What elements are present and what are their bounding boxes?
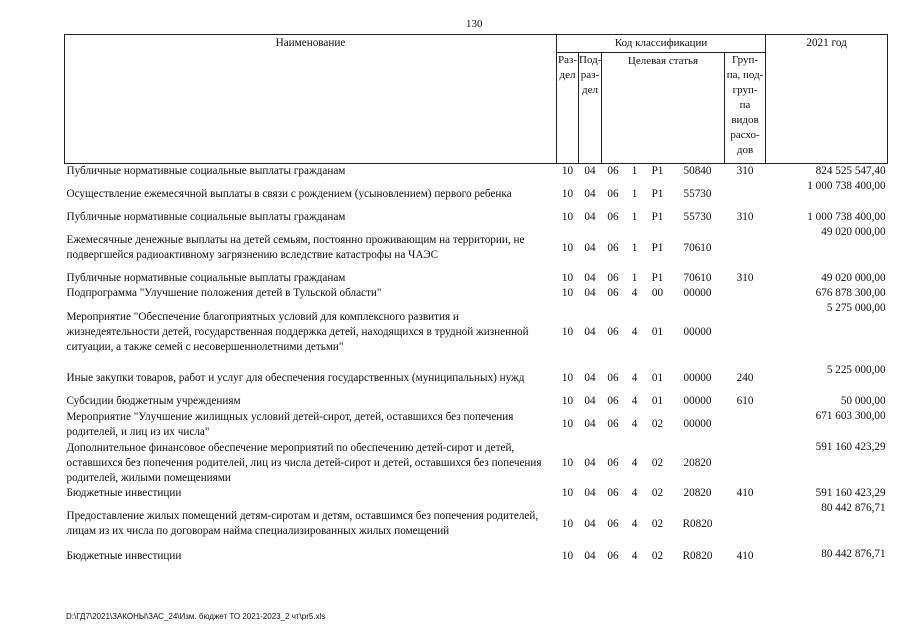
row-razdel: 10 [561, 165, 574, 177]
row-target-event: 01 [651, 372, 664, 384]
row-expense-type: 410 [736, 487, 754, 499]
table-row [65, 271, 888, 286]
row-target-program: 06 [607, 418, 619, 430]
row-amount: 671 603 300,00 [815, 410, 886, 422]
row-amount: 824 525 547,40 [815, 165, 886, 177]
row-target-event: 02 [651, 549, 664, 562]
table-row [65, 164, 888, 180]
table-body [65, 164, 888, 566]
row-razdel: 10 [561, 211, 574, 223]
row-name: Предоставление жилых помещений детям-сиротам и детям, оставшимся без попечения родителей, лицам из их числа по договорам найма специализированных жилых помещений [66, 510, 539, 537]
row-podrazdel: 04 [584, 325, 596, 338]
table-row [65, 501, 888, 547]
row-name: Осуществление ежемесячной выплаты в связи с рождением (усыновлением) первого ребенка [66, 188, 512, 200]
row-podrazdel: 04 [584, 549, 596, 562]
row-target-direction: 00000 [683, 287, 712, 299]
table-row [65, 286, 888, 301]
row-podrazdel: 04 [584, 188, 596, 200]
row-target-subprogram: 1 [631, 272, 638, 284]
row-target-direction: R0820 [682, 549, 713, 562]
row-target-subprogram: 4 [631, 418, 638, 430]
header-expense-group: Груп- па, под- груп- па видов расхо- дов [725, 53, 766, 164]
table-row [65, 210, 888, 225]
row-podrazdel: 04 [584, 272, 596, 284]
row-target-subprogram: 4 [631, 549, 638, 562]
row-razdel: 10 [561, 418, 574, 430]
row-target-program: 06 [607, 517, 619, 530]
row-target-program: 06 [607, 165, 619, 177]
row-target-direction: 00000 [683, 418, 712, 430]
row-target-program: 06 [607, 487, 619, 499]
row-name: Ежемесячные денежные выплаты на детей семьям, постоянно проживающим на территории, не подвергшейся радиоактивному загрязнению вследствие катастрофы на ЧАЭС [66, 234, 525, 261]
header-code-group: Код классификации [557, 35, 766, 53]
row-name: Публичные нормативные социальные выплаты гражданам [66, 165, 346, 177]
page-number: 130 [466, 18, 483, 30]
row-target-subprogram: 1 [631, 188, 638, 200]
table-row [65, 225, 888, 271]
row-expense-type [725, 501, 766, 547]
row-razdel: 10 [561, 517, 574, 530]
row-target-event: 02 [651, 456, 664, 469]
row-target-event: 02 [651, 517, 664, 530]
row-name: Подпрограмма "Улучшение положения детей в Тульской области" [66, 287, 382, 299]
row-expense-type: 310 [736, 211, 754, 223]
table-row [65, 301, 888, 363]
row-amount: 676 878 300,00 [815, 287, 886, 299]
row-target-direction: 00000 [683, 395, 712, 407]
row-expense-type: 610 [736, 395, 754, 407]
row-target-program: 06 [607, 241, 619, 254]
row-target-direction: 00000 [683, 372, 712, 384]
row-target-event: P1 [651, 241, 664, 254]
row-expense-type: 410 [736, 549, 754, 562]
row-target-direction: 70610 [683, 272, 712, 284]
row-target-subprogram: 4 [631, 395, 638, 407]
row-target-subprogram: 4 [631, 456, 638, 469]
row-razdel: 10 [561, 325, 574, 338]
row-amount: 80 442 876,71 [821, 502, 886, 514]
row-podrazdel: 04 [584, 372, 596, 384]
row-target-event: 02 [651, 418, 664, 430]
row-name: Публичные нормативные социальные выплаты гражданам [66, 211, 346, 223]
header-target-article: Целевая статья [602, 53, 725, 164]
row-expense-type: 310 [736, 272, 754, 284]
row-razdel: 10 [561, 188, 574, 200]
row-target-direction: 20820 [683, 487, 712, 499]
row-target-direction: 20820 [683, 456, 712, 469]
row-target-program: 06 [607, 272, 619, 284]
row-amount: 591 160 423,29 [815, 441, 886, 453]
row-target-event: 01 [651, 395, 664, 407]
row-razdel: 10 [561, 287, 574, 299]
row-expense-type [725, 440, 766, 486]
row-razdel: 10 [561, 372, 574, 384]
row-expense-type: 240 [736, 372, 754, 384]
row-name: Мероприятие "Улучшение жилищных условий детей-сирот, детей, оставшихся без попечения родителей, и лиц из их числа" [66, 410, 514, 438]
row-target-program: 06 [607, 325, 619, 338]
table-row [65, 440, 888, 486]
row-razdel: 10 [561, 456, 574, 469]
row-target-direction: 70610 [683, 241, 712, 254]
row-target-event: 01 [651, 325, 664, 338]
row-target-subprogram: 4 [631, 287, 638, 299]
header-name: Наименование [65, 35, 557, 164]
row-expense-type: 310 [736, 165, 754, 177]
row-target-program: 06 [607, 456, 619, 469]
row-name: Публичные нормативные социальные выплаты гражданам [66, 272, 346, 284]
row-podrazdel: 04 [584, 517, 596, 530]
row-expense-type [725, 301, 766, 363]
row-target-program: 06 [607, 287, 619, 299]
row-target-subprogram: 1 [631, 241, 638, 254]
row-target-subprogram: 4 [631, 372, 638, 384]
row-podrazdel: 04 [584, 241, 596, 254]
row-amount: 5 225 000,00 [826, 364, 886, 376]
row-podrazdel: 04 [584, 487, 596, 499]
table-row [65, 409, 888, 440]
row-amount: 80 442 876,71 [821, 548, 886, 560]
row-name: Мероприятие "Обеспечение благоприятных условий для комплексного развития и жизнедеятельности детей, государственная поддержка детей, находящихся в трудной жизненной ситуации, а также семей с несовершеннолетними детьми" [66, 310, 529, 353]
row-razdel: 10 [561, 241, 574, 254]
row-razdel: 10 [561, 272, 574, 284]
row-target-direction: 55730 [683, 211, 712, 223]
row-target-event: 00 [651, 287, 664, 299]
row-target-event: P1 [651, 272, 664, 284]
table-row [65, 394, 888, 409]
row-expense-type [725, 225, 766, 271]
row-target-event: 02 [651, 487, 664, 499]
row-podrazdel: 04 [584, 287, 596, 299]
row-razdel: 10 [561, 395, 574, 407]
row-name: Бюджетные инвестиции [66, 487, 182, 499]
row-expense-type [725, 286, 766, 301]
row-target-subprogram: 4 [631, 487, 638, 499]
row-target-program: 06 [607, 188, 619, 200]
row-target-subprogram: 4 [631, 517, 638, 530]
row-amount: 49 020 000,00 [821, 226, 886, 238]
row-target-event: P1 [651, 211, 664, 223]
row-amount: 1 000 738 400,00 [807, 211, 886, 223]
row-target-subprogram: 4 [631, 325, 638, 338]
row-target-program: 06 [607, 395, 619, 407]
row-podrazdel: 04 [584, 165, 596, 177]
row-expense-type [725, 179, 766, 210]
table-row [65, 363, 888, 394]
row-amount: 591 160 423,29 [815, 487, 886, 499]
row-name: Бюджетные инвестиции [66, 549, 182, 562]
row-amount: 1 000 738 400,00 [807, 180, 886, 192]
row-target-direction: 50840 [683, 165, 712, 177]
row-podrazdel: 04 [584, 456, 596, 469]
header-razdel: Раз- дел [557, 53, 579, 164]
row-amount: 50 000,00 [840, 395, 886, 407]
row-razdel: 10 [561, 487, 574, 499]
row-name: Субсидии бюджетным учреждениям [66, 395, 241, 407]
row-razdel: 10 [561, 549, 574, 562]
row-target-program: 06 [607, 372, 619, 384]
row-target-direction: 00000 [683, 325, 712, 338]
row-amount: 5 275 000,00 [826, 302, 886, 314]
row-expense-type [725, 409, 766, 440]
row-target-subprogram: 1 [631, 165, 638, 177]
header-year: 2021 год [766, 35, 888, 164]
row-amount: 49 020 000,00 [821, 272, 886, 284]
table-row [65, 547, 888, 565]
file-path-footer: D:\ГД7\2021\ЗАКОНЫ\ЗАС_24\Изм. бюджет ТО 2021-2023_2 чт\pr5.xls [66, 612, 326, 621]
row-target-direction: R0820 [682, 517, 713, 530]
row-target-program: 06 [607, 549, 619, 562]
row-podrazdel: 04 [584, 418, 596, 430]
row-name: Иные закупки товаров, работ и услуг для обеспечения государственных (муниципальных) нужд [66, 372, 525, 384]
row-target-event: P1 [651, 188, 664, 200]
row-target-program: 06 [607, 211, 619, 223]
header-podrazdel: Под- раз- дел [579, 53, 602, 164]
row-target-direction: 55730 [683, 188, 712, 200]
row-podrazdel: 04 [584, 211, 596, 223]
row-target-subprogram: 1 [631, 211, 638, 223]
budget-table [64, 34, 888, 565]
table-row [65, 179, 888, 210]
table-row [65, 486, 888, 501]
row-podrazdel: 04 [584, 395, 596, 407]
row-name: Дополнительное финансовое обеспечение мероприятий по обеспечению детей-сирот и детей, оставшихся без попечения родителей, лиц из числа детей-сирот и детей, оставшихся без попечения родителей, жилыми помещениями [66, 441, 542, 484]
row-target-event: P1 [651, 165, 664, 177]
